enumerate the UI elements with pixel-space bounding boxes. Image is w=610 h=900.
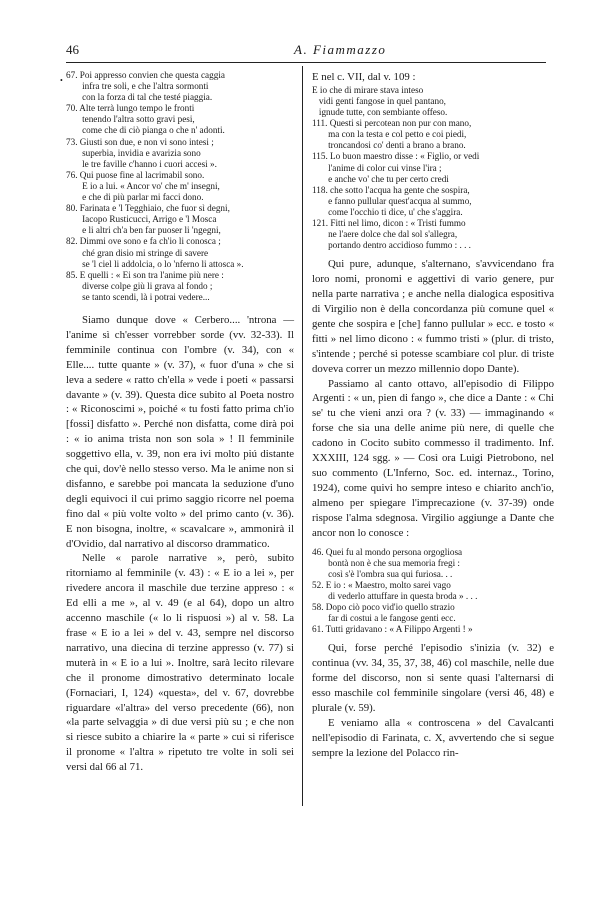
header-rule — [66, 62, 546, 63]
verse-line: e li altri ch'a ben far puoser li 'ngegni, — [66, 225, 221, 236]
verse-line: E io a lui. « Ancor vo' che m' insegni, — [66, 180, 220, 191]
verse-line: vidi genti fangose in quel pantano, — [312, 96, 446, 106]
verse-line: 111. Questi si percotean non pur con mano, — [312, 118, 472, 129]
column-divider — [302, 66, 303, 806]
verse-line: 46. Quei fu al mondo persona orgogliosa — [312, 546, 463, 557]
margin-mark: • — [60, 76, 63, 85]
right-column — [312, 70, 554, 761]
verse-line: diverse colpe giù li grava al fondo ; — [66, 280, 213, 291]
verse-block — [312, 85, 554, 251]
verse-line: 76. Qui puose fine al lacrimabil sono. — [66, 169, 205, 180]
paragraph: Siamo dunque dove « Cerbero.... 'ntrona — l'anime sì ch'esser vorrebber sorde (vv. 32-33). Il femminile continua con l'ombre (v. 34), con « Elle.... tutte quante » (v. 37), « fuor d'una » che si leva a sedere « ratto ch'ella » vede i poeti « passarsi davante » (v. 39). Questa dice subito al Poeta nostro : « Riconoscimi », poiché « tu fosti fatto prima ch'io [fossi] disfatto ». Perché non disfatta, come dirà poi : « io anima trista non son sola » ! Il femminile soggettivo ella, v. 39, non era ivi molto piú distante che qui, dov'è nello stesso verso. Ma le anime non si disfanno, e sarebbe poi mancata la seduzione d'uno degli equivoci il cui primo saggio ricorre nel poema fino dal « più volte volto » del primo canto (v. 36). E non bisogna, inoltre, « scavalcare », ammonirà il d'Ovidio, dal narrativo al discorso drammatico. — [66, 313, 294, 550]
verse-line: se 'l ciel li addolcia, o lo 'nferno li attosca ». — [66, 258, 244, 269]
verse-line: bontà non è che sua memoria fregi : — [312, 557, 460, 568]
verse-block — [66, 70, 294, 303]
verse-block — [312, 547, 554, 636]
verse-line: 73. Giusti son due, e non vi sono intesi ; — [66, 136, 214, 147]
paragraph: Qui, forse perché l'episodio s'inizia (v. 32) e continua (vv. 34, 35, 37, 38, 46) col maschile, nelle due forme del discorso, non si sente quasi l'alternarsi di esso maschile col femminile singolare (versi 46, 48) e plurale (v. 59). — [312, 642, 554, 714]
verse-line: ne l'aere dolce che dal sol s'allegra, — [312, 229, 458, 240]
verse-line: così s'è l'ombra sua qui furiosa. . . — [312, 568, 453, 579]
verse-line: 58. Dopo ciò poco vid'io quello strazio — [312, 602, 455, 612]
verse-line: se tanto scendi, là i potrai vedere... — [66, 291, 210, 302]
verse-line: 52. E io : « Maestro, molto sarei vago — [312, 579, 451, 590]
verse-line: 115. Lo buon maestro disse : « Figlio, or vedi — [312, 151, 480, 162]
verse-line: e fanno pullular quest'acqua al summo, — [312, 195, 472, 206]
paragraph: E veniamo alla « controscena » del Cavalcanti nell'episodio di Farinata, c. X, avvertendo che si segue sempre la lezione del Polacco rin- — [312, 716, 554, 759]
prose-block — [312, 257, 554, 540]
verse-line: 82. Dimmi ove sono e fa ch'io li conosca ; — [66, 236, 221, 247]
verse-line: superbia, invidia e avarizia sono — [66, 147, 201, 158]
verse-line: 80. Farinata e 'l Tegghiaio, che fuor sì degni, — [66, 203, 230, 214]
page-number: 46 — [66, 42, 79, 57]
verse-line: ché gran disio mi stringe di savere — [66, 247, 209, 258]
page-header — [66, 42, 546, 60]
prose-block — [312, 641, 554, 760]
verse-line: con la forza di tal che testé piaggia. — [66, 92, 213, 103]
verse-line: l'anime di color cui vinse l'ira ; — [312, 162, 442, 173]
verse-line: di vederlo attuffare in questa broda » . . . — [312, 590, 478, 601]
left-column — [66, 70, 294, 775]
verse-line: 118. che sotto l'acqua ha gente che sospira, — [312, 184, 470, 195]
verse-line: troncandosi co' denti a brano a brano. — [312, 140, 466, 151]
paragraph: Passiamo al canto ottavo, all'episodio di Filippo Argenti : « un, pien di fango », che dice a Dante : « Chi se' tu che vieni anzi ora ? (v. 33) — immaginando « forse che sia una delle anime più nere, di quelle che cadono in Cocito subito commesso il tradimento. Inf. XXXIII, 124 sgg. » — Così ora Luigi Pietrobono, nel suo commento (L'Inferno, Soc. ed. internaz., Torino, 1924), come quivi ho sempre inteso e chiarito anch'io, almeno per spiegare l'imprecazione (v. 37-39) onde rispose l'alma sdegnosa. Virgilio aggiunge a Dante che ancor non lo conosce : — [312, 377, 554, 539]
verse-line: E io che di mirare stava inteso — [312, 84, 424, 95]
verse-line: far di costui a le fangose genti ecc. — [312, 613, 456, 624]
verse-line: 121. Fitti nel limo, dicon : « Tristi fummo — [312, 218, 466, 229]
verse-line: Iacopo Rusticucci, Arrigo e 'l Mosca — [66, 214, 217, 225]
verse-line: 85. E quelli : « Ei son tra l'anime più nere : — [66, 269, 224, 280]
verse-line: e anche vo' che tu per certo credi — [312, 173, 449, 184]
section-intro: E nel c. VII, dal v. 109 : — [312, 71, 416, 83]
verse-line: infra tre soli, e che l'altra sormonti — [66, 81, 209, 92]
paragraph: Qui pure, adunque, s'alternano, s'avvicendano fra loro nomi, pronomi e aggettivi di vario genere, pur nella parte narrativa ; e anche nella dialogica espositiva di Virgilio non è della concordanza più comune quel « gente che sospira e [che] fanno pullular » ecc. e tosto « fitti » nel limo dicono : « fummo tristi » (plur. di tristo, s'intende ; perché si potesse scambiare col plur. di triste doveva correr un mezzo millennio dopo Dante). — [312, 258, 554, 375]
verse-line: 67. Poi appresso convien che questa caggia — [66, 70, 225, 80]
verse-line: portando dentro accidioso fummo : . . . — [312, 240, 471, 251]
verse-line: tenendo l'altra sotto gravi pesi, — [66, 114, 195, 125]
verse-line: 70. Alte terrà lungo tempo le fronti — [66, 103, 195, 114]
paragraph: Nelle « parole narrative », però, subito ritorniamo al femminile (v. 43) : « E io a lei », per rivedere ancora il maschile due terzine appreso : « Ed elli a me », al v. 49 (e al 64), dopo un altro accenno maschile (« lo li rispuosi ») al v. 58. La frase « E io a lei » del v. 43, sempre nel discorso narrativo, una diecina di terzine appresso (v. 77) si muterà in « E io a lui ». Inoltre, sarà lecito rilevare che il pronome dimostrativo determinato locale (Fornaciari, I, 124) «questa», del v. 67, dovrebbe riguardare «l'altra» del verso precedente (66), non «la parte selvaggia » di due versi più su ; e che non si riesce subito a chiarire la « parte » cui si riferisce il pronome « l'altra » ripetuto tre volte in soli sei versi dal 66 al 71. — [66, 552, 294, 774]
prose-block — [66, 313, 294, 775]
verse-line: ma con la testa e col petto e coi piedi, — [312, 129, 467, 140]
running-head: A. Fiammazzo — [294, 42, 387, 57]
verse-line: le tre faville c'hanno i cuori accesi ». — [66, 158, 217, 169]
verse-line: ignude tutte, con sembiante offeso. — [312, 107, 448, 118]
verse-line: 61. Tutti gridavano : « A Filippo Argenti ! » — [312, 624, 473, 635]
verse-line: come che di ciò pianga o che n' adonti. — [66, 125, 225, 136]
verse-line: e che di più parlar mi facci dono. — [66, 192, 204, 203]
verse-line: come l'occhio ti dice, u' che s'aggira. — [312, 206, 463, 217]
